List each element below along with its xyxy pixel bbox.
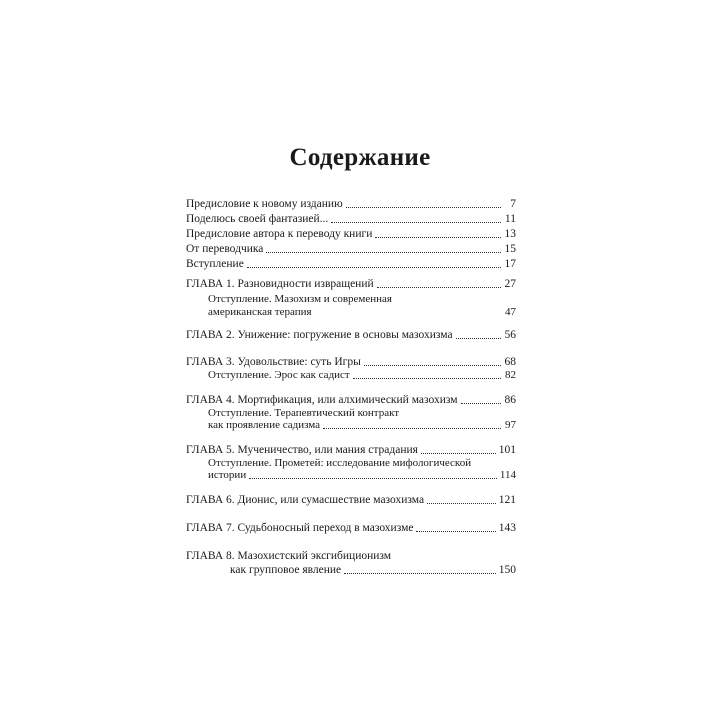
digression-page: 97: [505, 419, 516, 431]
toc-entry-title: Предисловие к новому изданию: [186, 198, 343, 210]
digression-line: Отступление. Прометей: исследование мифологической: [208, 457, 472, 469]
leader-dots: [427, 502, 496, 504]
chapter-page: 121: [498, 494, 516, 506]
toc-entry-title: Поделюсь своей фантазией...: [186, 213, 329, 225]
chapter-page: 143: [498, 522, 516, 534]
leader-dots: [331, 221, 501, 223]
leader-dots: [456, 337, 501, 339]
toc-chapter: [230, 563, 516, 577]
leader-dots: [266, 251, 501, 253]
digression-page: 47: [505, 306, 516, 318]
toc-entry-title: Предисловие автора к переводу книги: [186, 228, 373, 240]
toc-chapter: [186, 521, 516, 535]
toc-entry-title: Вступление: [186, 258, 244, 270]
digression-title: истории: [208, 469, 247, 481]
leader-dots: [421, 452, 496, 454]
toc-entry: [186, 242, 516, 256]
leader-dots: [323, 427, 501, 429]
toc-entry-page: 13: [504, 228, 516, 240]
chapter-page: 68: [504, 356, 516, 368]
digression-line: Отступление. Терапевтический контракт: [208, 407, 400, 419]
chapter-page: 86: [504, 394, 516, 406]
chapter-title: ГЛАВА 5. Мученичество, или мания страдания: [186, 444, 418, 456]
toc-chapter: [186, 493, 516, 507]
digression-page: 114: [499, 469, 516, 481]
leader-dots: [461, 402, 501, 404]
chapter-title: ГЛАВА 7. Судьбоносный переход в мазохизме: [186, 522, 414, 534]
toc-chapter: [186, 355, 516, 369]
chapter-page: 150: [498, 564, 516, 576]
toc-entry-title: От переводчика: [186, 243, 264, 255]
chapter-title-line: ГЛАВА 8. Мазохистский эксгибиционизм: [186, 550, 392, 562]
chapter-title: ГЛАВА 2. Унижение: погружение в основы мазохизма: [186, 329, 453, 341]
toc-chapter: [186, 328, 516, 342]
chapter-title: ГЛАВА 4. Мортификация, или алхимический мазохизм: [186, 394, 458, 406]
toc-entry-page: 11: [504, 213, 516, 225]
toc-entry-page: 17: [504, 258, 516, 270]
digression-line: Отступление. Мазохизм и современная: [208, 293, 392, 305]
leader-dots: [377, 286, 501, 288]
toc-digression: [208, 468, 516, 482]
chapter-page: 101: [498, 444, 516, 456]
toc-entry: [186, 227, 516, 241]
digression-title: Отступление. Эрос как садист: [208, 369, 350, 381]
chapter-page: 27: [504, 278, 516, 290]
leader-dots: [364, 364, 501, 366]
leader-dots: [344, 572, 496, 574]
toc-entry: [186, 197, 516, 211]
chapter-title: ГЛАВА 6. Дионис, или сумасшествие мазохизма: [186, 494, 425, 506]
toc-entry-page: 7: [510, 198, 516, 210]
leader-dots: [375, 236, 501, 238]
chapter-title: ГЛАВА 3. Удовольствие: суть Игры: [186, 356, 361, 368]
leader-dots: [247, 266, 501, 268]
leader-dots: [353, 377, 501, 379]
toc-digression: [208, 418, 516, 432]
leader-dots: [416, 530, 495, 532]
toc-chapter: [186, 393, 516, 407]
leader-dots: [249, 477, 497, 479]
chapter-page: 56: [504, 329, 516, 341]
digression-page: 82: [505, 369, 516, 381]
toc-chapter: [186, 277, 516, 291]
toc-chapter: [186, 443, 516, 457]
page-title: Содержание: [289, 144, 431, 171]
toc-entry-page: 15: [504, 243, 516, 255]
toc-entry: [186, 257, 516, 271]
leader-dots: [346, 206, 501, 208]
digression-title: американская терапия: [208, 306, 312, 318]
toc-digression: [208, 305, 516, 319]
chapter-title: ГЛАВА 1. Разновидности извращений: [186, 278, 374, 290]
digression-title: как проявление садизма: [208, 419, 321, 431]
toc-digression: [208, 368, 516, 382]
chapter-title: как групповое явление: [230, 564, 342, 576]
toc-entry: [186, 212, 516, 226]
